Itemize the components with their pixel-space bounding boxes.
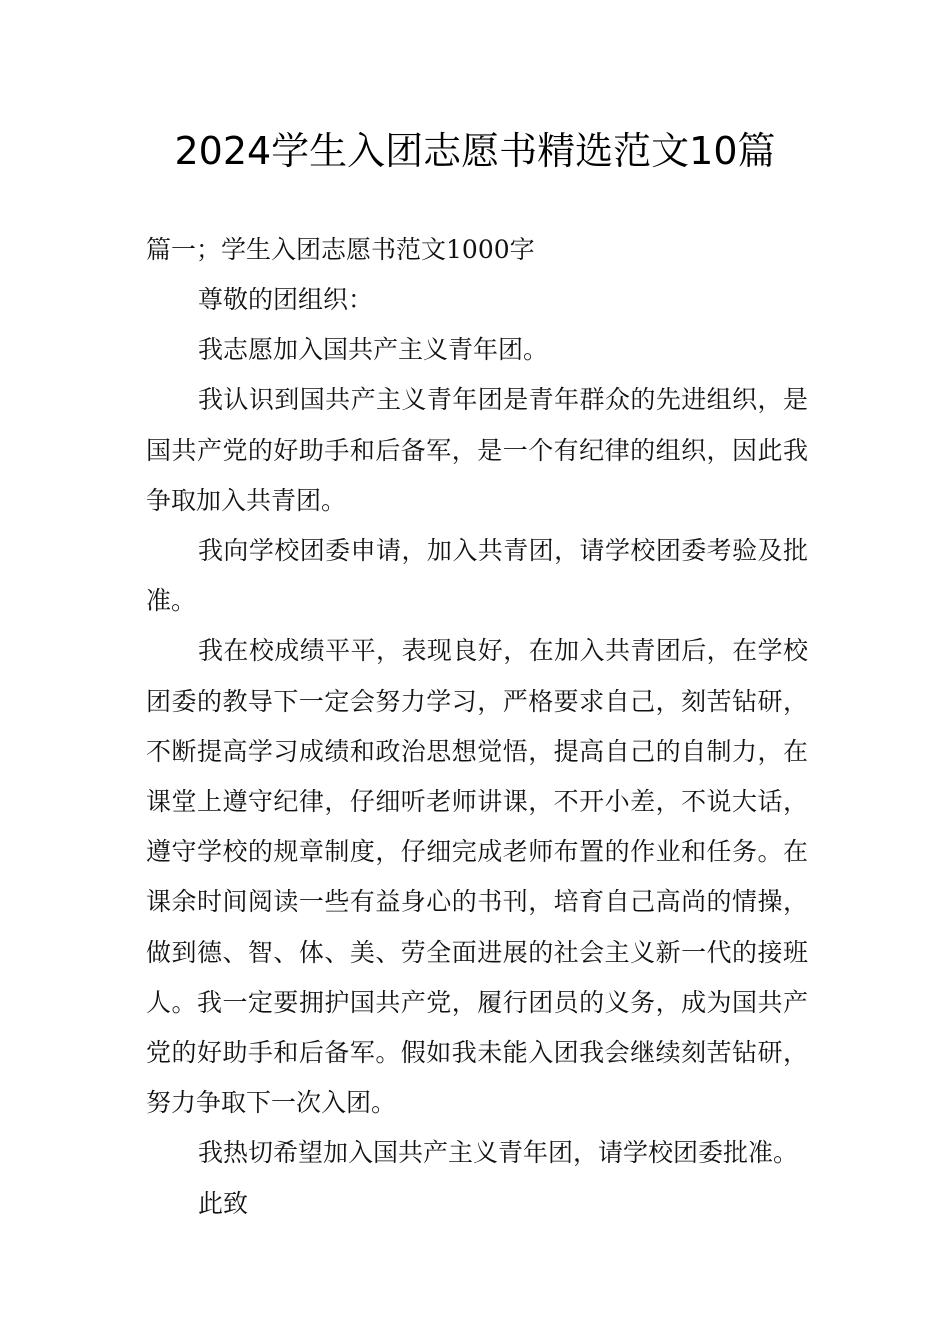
paragraph-understanding: 我认识到国共产主义青年团是青年群众的先进组织，是国共产党的好助手和后备军，是一个有纪律的组织，因此我争取加入共青团。 — [146, 385, 808, 515]
section-heading: 篇一；学生入团志愿书范文1000字 — [146, 235, 535, 264]
paragraph-commitment: 我在校成绩平平，表现良好，在加入共青团后，在学校团委的教导下一定会努力学习，严格要求自己，刻苦钻研，不断提高学习成绩和政治思想觉悟，提高自己的自制力，在课堂上遵守纪律，仔细听老师讲课，不开小差，不说大话，遵守学校的规章制度，仔细完成老师布置的作业和任务。在课余时间阅读一些有益身心的书刊，培育自己高尚的情操，做到德、智、体、美、劳全面进展的社会主义新一代的接班人。我一定要拥护国共产党，履行团员的义务，成为国共产党的好助手和后备军。假如我未能入团我会继续刻苦钻研，努力争取下一次入团。 — [146, 636, 808, 1118]
document-title: 2024学生入团志愿书精选范文10篇 — [174, 129, 776, 173]
paragraph-intent: 我志愿加入国共产主义青年团。 — [198, 335, 549, 365]
paragraph-request: 我热切希望加入国共产主义青年团，请学校团委批准。 — [198, 1138, 799, 1168]
paragraph-application: 我向学校团委申请，加入共青团，请学校团委考验及批准。 — [146, 536, 808, 616]
salutation: 尊敬的团组织： — [198, 285, 374, 314]
document-body — [146, 225, 808, 1229]
closing-salutation: 此致 — [198, 1188, 249, 1218]
